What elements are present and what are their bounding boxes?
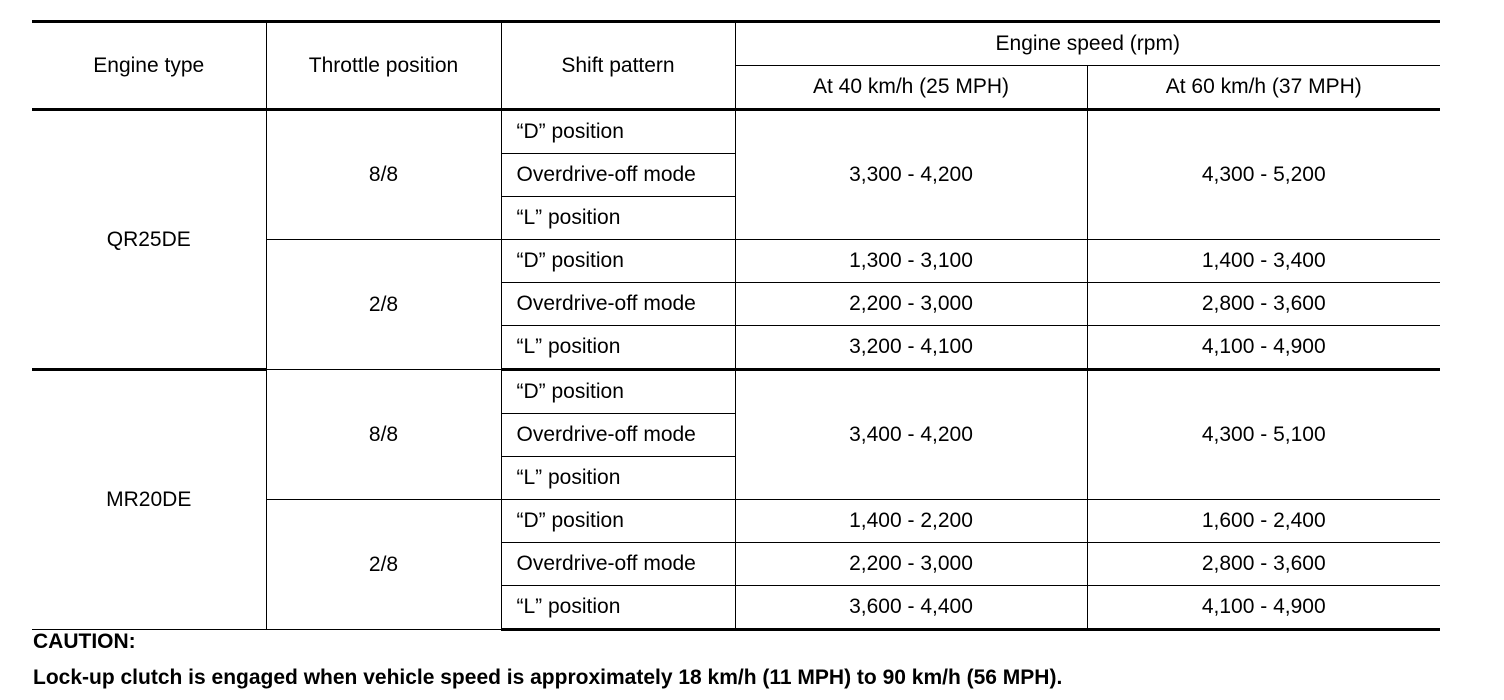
shift-pattern-cell: “L” position	[501, 586, 735, 630]
speed-40-cell: 3,600 - 4,400	[735, 586, 1087, 630]
shift-pattern-cell: “L” position	[501, 457, 735, 500]
throttle-cell: 2/8	[266, 240, 501, 370]
shift-pattern-cell: “D” position	[501, 110, 735, 154]
table-row	[32, 110, 1440, 154]
speed-60-cell: 2,800 - 3,600	[1087, 283, 1440, 326]
header-row-1	[32, 22, 1440, 66]
throttle-cell: 2/8	[266, 500, 501, 630]
speed-60-cell: 4,300 - 5,200	[1087, 110, 1440, 240]
header-shift-pattern: Shift pattern	[501, 22, 735, 110]
shift-pattern-cell: “L” position	[501, 326, 735, 370]
shift-pattern-cell: Overdrive-off mode	[501, 543, 735, 586]
shift-pattern-cell: Overdrive-off mode	[501, 414, 735, 457]
engine-type-cell: MR20DE	[32, 370, 266, 630]
shift-pattern-cell: Overdrive-off mode	[501, 283, 735, 326]
speed-40-cell: 3,200 - 4,100	[735, 326, 1087, 370]
table-row	[32, 370, 1440, 414]
engine-speed-table	[32, 20, 1440, 631]
shift-pattern-cell: “D” position	[501, 500, 735, 543]
speed-40-cell: 1,400 - 2,200	[735, 500, 1087, 543]
speed-40-cell: 3,400 - 4,200	[735, 370, 1087, 500]
speed-40-cell: 1,300 - 3,100	[735, 240, 1087, 283]
speed-60-cell: 2,800 - 3,600	[1087, 543, 1440, 586]
shift-pattern-cell: “D” position	[501, 240, 735, 283]
shift-pattern-cell: Overdrive-off mode	[501, 154, 735, 197]
shift-pattern-cell: “L” position	[501, 197, 735, 240]
speed-60-cell: 1,400 - 3,400	[1087, 240, 1440, 283]
throttle-cell: 8/8	[266, 370, 501, 500]
header-engine-speed: Engine speed (rpm)	[735, 22, 1440, 66]
caution-title: CAUTION:	[33, 630, 136, 653]
speed-60-cell: 4,300 - 5,100	[1087, 370, 1440, 500]
speed-60-cell: 4,100 - 4,900	[1087, 586, 1440, 630]
header-throttle-position: Throttle position	[266, 22, 501, 110]
engine-type-cell: QR25DE	[32, 110, 266, 370]
speed-60-cell: 1,600 - 2,400	[1087, 500, 1440, 543]
speed-60-cell: 4,100 - 4,900	[1087, 326, 1440, 370]
header-speed-60: At 60 km/h (37 MPH)	[1087, 66, 1440, 110]
shift-pattern-cell: “D” position	[501, 370, 735, 414]
caution-text: Lock-up clutch is engaged when vehicle speed is approximately 18 km/h (11 MPH) to 90 km/h (56 MPH).	[33, 666, 1063, 689]
speed-40-cell: 3,300 - 4,200	[735, 110, 1087, 240]
header-engine-type: Engine type	[32, 22, 266, 110]
header-speed-40: At 40 km/h (25 MPH)	[735, 66, 1087, 110]
throttle-cell: 8/8	[266, 110, 501, 240]
speed-40-cell: 2,200 - 3,000	[735, 543, 1087, 586]
speed-40-cell: 2,200 - 3,000	[735, 283, 1087, 326]
